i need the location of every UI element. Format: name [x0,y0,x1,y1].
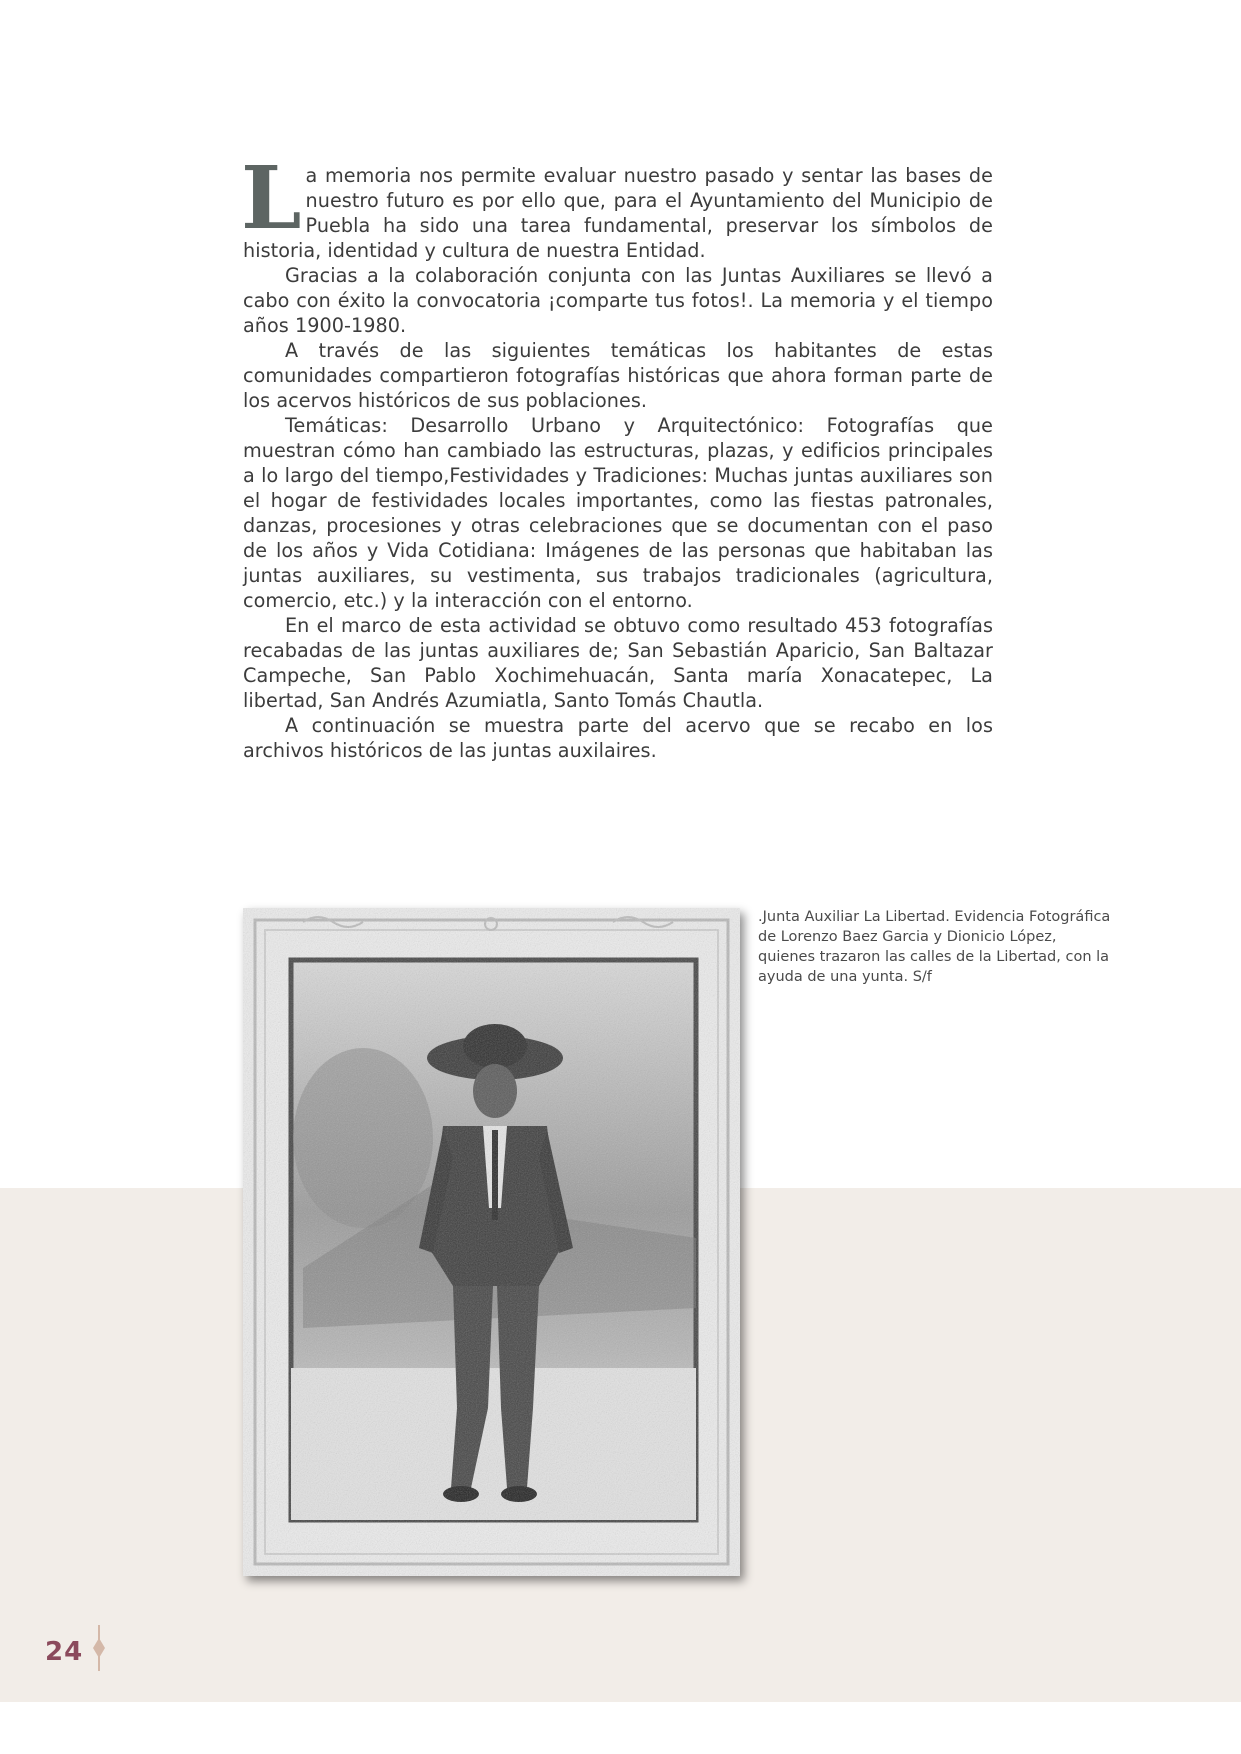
article-paragraph-5: En el marco de esta actividad se obtuvo como resultado 453 fotografías recabadas de las juntas auxiliares de; San Sebastián Aparicio, San Baltazar Campeche, San Pablo Xochimehuacán, Santa maría Xonacatepec, La libertad, San Andrés Azumiatla, Santo Tomás Chautla. [243,614,993,712]
article-paragraph-3: A través de las siguientes temáticas los habitantes de estas comunidades compartieron fotografías históricas que ahora forman parte de los acervos históricos de sus poblaciones. [243,339,993,412]
photo-caption: .Junta Auxiliar La Libertad. Evidencia Fotográfica de Lorenzo Baez Garcia y Dionicio López, quienes trazaron las calles de la Libertad, con la ayuda de una yunta. S/f [758,909,1111,985]
page-ornament-icon [90,1625,108,1671]
article-body [241,148,993,763]
article-paragraph-1 [241,148,993,263]
paragraph-1-text: a memoria nos permite evaluar nuestro pasado y sentar las bases de nuestro futuro es por ello que, para el Ayuntamiento del Municipio de Puebla ha sido una tarea fundamental, preservar los símbolos de historia, identidad y cultura de nuestra Entidad. [243,164,993,262]
article-paragraph-6: A continuación se muestra parte del acervo que se recabo en los archivos históricos de las juntas auxilaires. [243,714,993,762]
article-paragraph-2: Gracias a la colaboración conjunta con las Juntas Auxiliares se llevó a cabo con éxito la convocatoria ¡comparte tus fotos!. La memoria y el tiempo años 1900-1980. [243,264,993,337]
article-paragraph-4: Temáticas: Desarrollo Urbano y Arquitectónico: Fotografías que muestran cómo han cambiado las estructuras, plazas, y edificios principales a lo largo del tiempo,Festividades y Tradiciones: Muchas juntas auxiliares son el hogar de festividades locales importantes, como las fiestas patronales, danzas, procesiones y otras celebraciones que se documentan con el paso de los años y Vida Cotidiana: Imágenes de las personas que habitaban las juntas auxiliares, su vestimenta, sus trabajos tradicionales (agricultura, comercio, etc.) y la interacción con el entorno. [243,414,993,612]
historic-photo [243,908,740,1576]
page-number: 24 [45,1637,84,1667]
photo-illustration [243,908,740,1576]
drop-cap: L [241,148,302,249]
